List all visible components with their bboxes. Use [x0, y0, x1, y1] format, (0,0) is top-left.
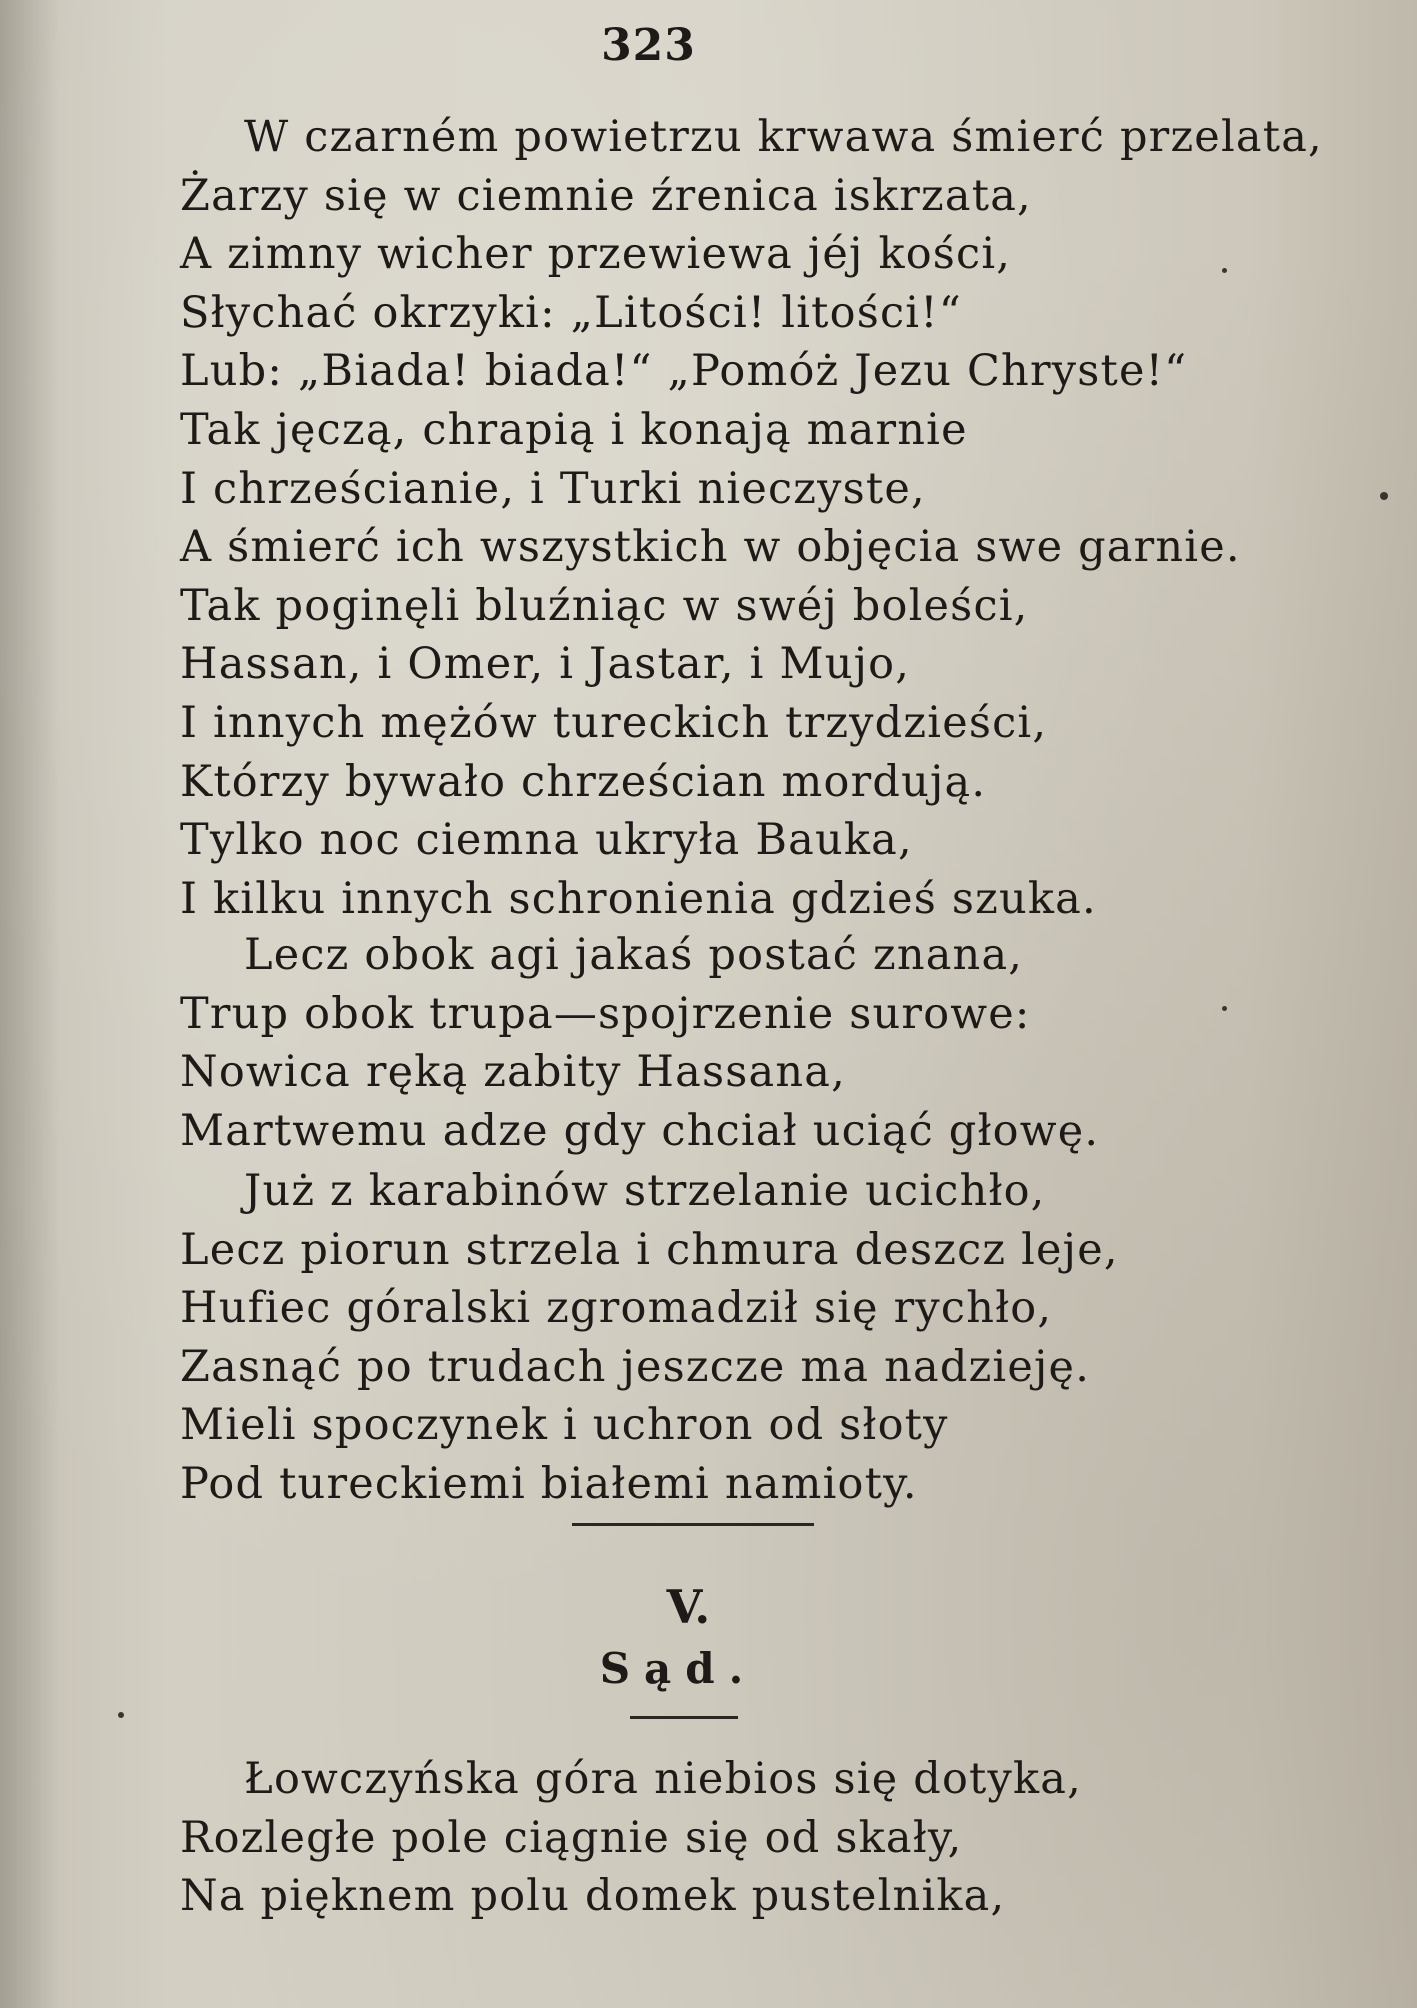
poem-line: Hufiec góralski zgromadził się rychło,	[180, 1283, 1053, 1334]
stanza-2	[180, 926, 1340, 1160]
poem-line: Żarzy się w ciemnie źrenica iskrzata,	[180, 170, 1032, 221]
section-number: V.	[666, 1580, 711, 1634]
page-number: 323	[601, 20, 696, 71]
poem-line: A śmierć ich wszystkich w objęcia swe garnie.	[180, 522, 1241, 573]
poem-line: Na pięknem polu domek pustelnika,	[180, 1871, 1006, 1922]
poem-line: Lecz obok agi jakaś postać znana,	[244, 930, 1024, 980]
ink-speck	[1222, 268, 1227, 273]
poem-line: Mieli spoczynek i uchron od słoty	[180, 1400, 949, 1451]
poem-line: Nowica ręką zabity Hassana,	[180, 1047, 846, 1098]
poem-line: Pod tureckiemi białemi namioty.	[180, 1458, 918, 1509]
poem-line: Łowczyńska góra niebios się dotyka,	[244, 1754, 1082, 1804]
poem-line: A zimny wicher przewiewa jéj kości,	[180, 229, 1012, 280]
section-divider-top	[572, 1523, 814, 1526]
poem-line: Słychać okrzyki: „Litości! litości!“	[180, 287, 962, 338]
ink-speck	[1222, 1006, 1227, 1011]
poem-line: I chrześcianie, i Turki nieczyste,	[180, 463, 926, 514]
poem-line: Hassan, i Omer, i Jastar, i Mujo,	[180, 639, 911, 690]
poem-line: Lecz piorun strzela i chmura deszcz leje,	[180, 1224, 1119, 1275]
ink-speck	[1380, 492, 1388, 500]
poem-line: Już z karabinów strzelanie ucichło,	[244, 1166, 1046, 1216]
stanza-3	[180, 1162, 1340, 1514]
poem-line: Trup obok trupa—spojrzenie surowe:	[180, 988, 1031, 1039]
poem-line: Tak poginęli bluźniąc w swéj boleści,	[180, 580, 1029, 631]
ink-speck	[118, 1712, 124, 1718]
poem-line: Rozległe pole ciągnie się od skały,	[180, 1812, 963, 1863]
poem-line: W czarném powietrzu krwawa śmierć przelata,	[244, 112, 1323, 162]
poem-line: Zasnąć po trudach jeszcze ma nadzieję.	[180, 1341, 1091, 1392]
section-title: Sąd.	[599, 1644, 758, 1693]
poem-line: Martwemu adze gdy chciał uciąć głowę.	[180, 1105, 1100, 1156]
poem-line: I kilku innych schronienia gdzieś szuka.	[180, 873, 1097, 924]
poem-line: I innych mężów tureckich trzydzieści,	[180, 697, 1048, 748]
poem-line: Tak jęczą, chrapią i konają marnie	[180, 404, 968, 455]
poem-line: Lub: „Biada! biada!“ „Pomóż Jezu Chryste!“	[180, 346, 1188, 397]
poem-line: Którzy bywało chrześcian mordują.	[180, 756, 987, 807]
page-gutter-shadow	[0, 0, 60, 2008]
stanza-1	[180, 108, 1340, 928]
poem-line: Tylko noc ciemna ukryła Bauka,	[180, 815, 913, 866]
section-divider-bottom	[630, 1716, 738, 1719]
section-stanza	[180, 1750, 1340, 1926]
